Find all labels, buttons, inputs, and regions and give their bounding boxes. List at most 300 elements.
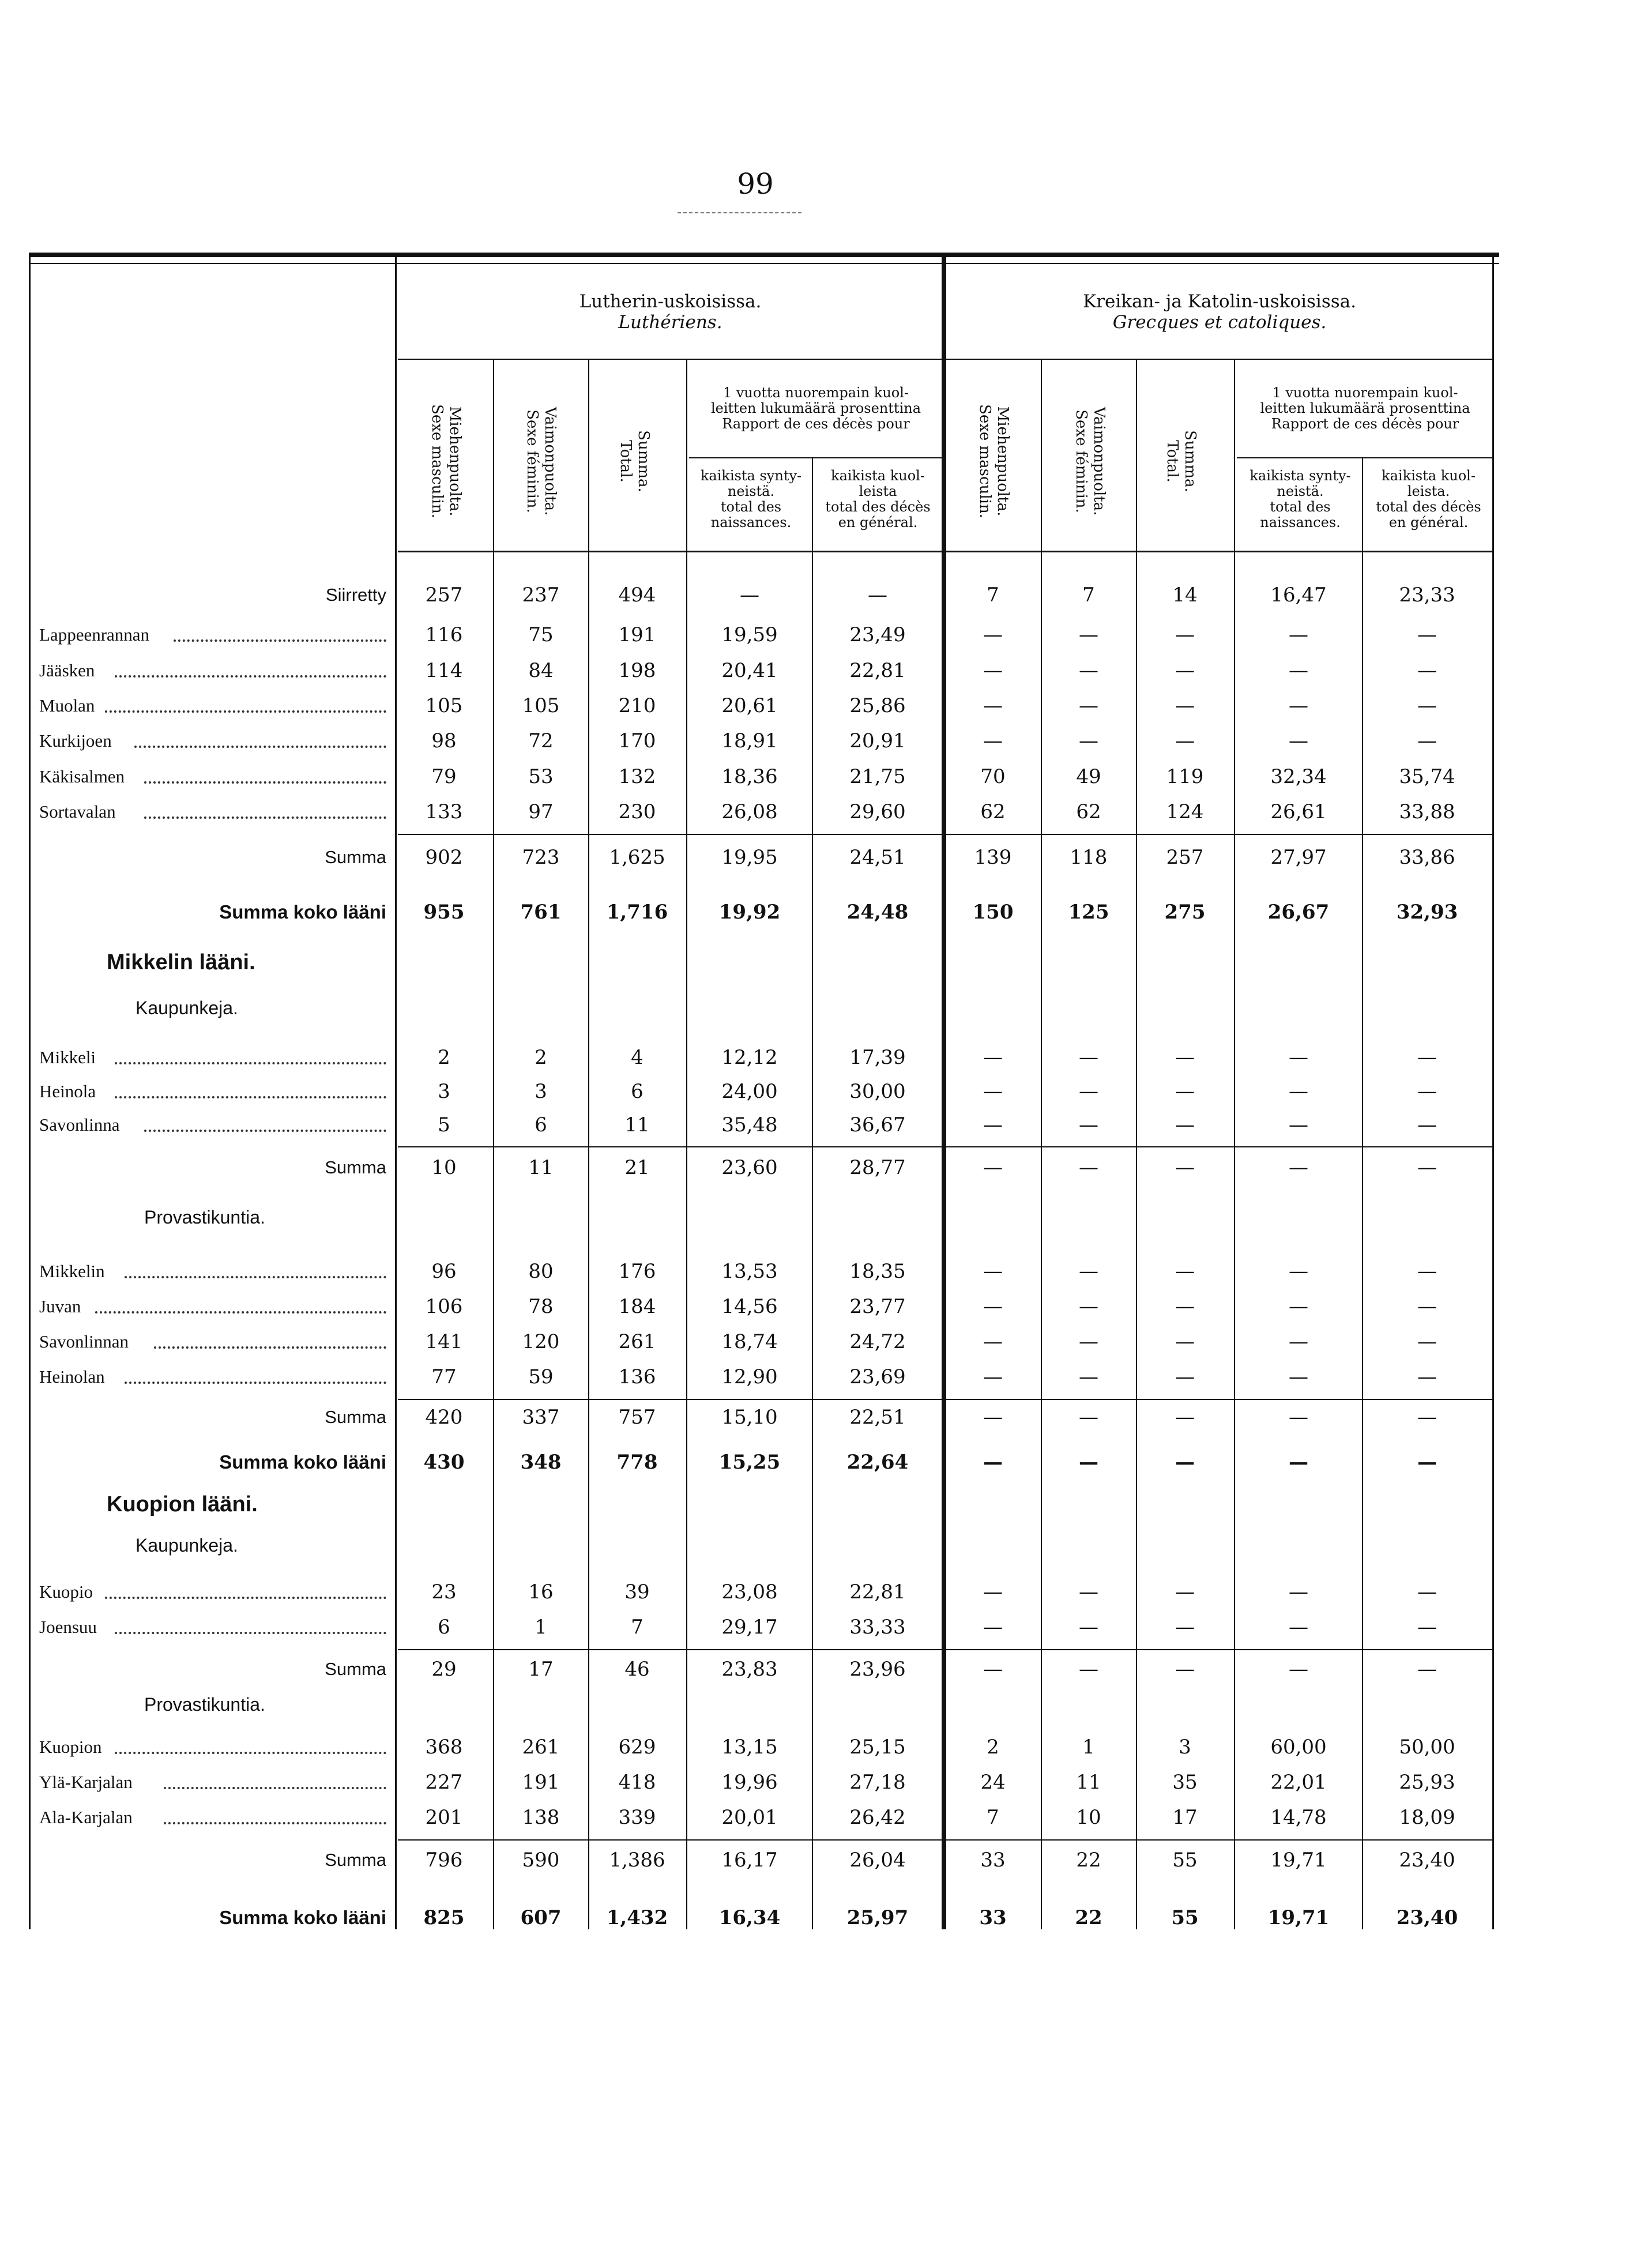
table-cell: — (1289, 729, 1308, 752)
table-cell: 1,432 (606, 1906, 668, 1929)
table-cell: 118 (1070, 846, 1108, 869)
table-cell: 11 (624, 1113, 650, 1136)
table-cell: 11 (1076, 1771, 1101, 1794)
table-cell: 22 (1076, 1849, 1101, 1872)
table-cell: — (1175, 1156, 1195, 1179)
table-cell: — (1289, 1451, 1308, 1474)
table-cell: 17 (1172, 1806, 1198, 1829)
table-cell: — (1175, 1046, 1195, 1069)
table-cell: 10 (431, 1156, 457, 1179)
table-cell: — (1175, 659, 1195, 682)
table-cell: 18,09 (1399, 1806, 1455, 1829)
col-male-orthodox: Miehenpuolta. Sexe masculin. (976, 404, 1011, 518)
table-cell: 3 (1179, 1736, 1191, 1759)
table-cell: 55 (1172, 1849, 1198, 1872)
subtotal-label: Summa (325, 1407, 386, 1427)
table-cell: — (1175, 729, 1195, 752)
table-cell: 105 (425, 694, 463, 717)
col-female-orthodox: Vaimonpuolta. Sexe féminin. (1073, 407, 1108, 516)
row-label: Muolan (39, 695, 95, 716)
table-cell: 418 (618, 1771, 656, 1794)
table-cell: — (1175, 694, 1195, 717)
table-cell: — (1417, 1365, 1437, 1388)
table-cell: 75 (528, 623, 554, 646)
row-label: Sortavalan (39, 801, 116, 822)
table-cell: 198 (618, 659, 656, 682)
table-cell: — (983, 729, 1003, 752)
table-cell: 98 (431, 729, 457, 752)
province-total-label: Summa koko lääni (219, 1451, 386, 1473)
table-cell: 27,18 (849, 1771, 906, 1794)
row-label: Kuopio (39, 1582, 93, 1602)
table-cell: 24,00 (721, 1080, 778, 1103)
table-cell: — (1417, 1330, 1437, 1353)
row-label: Juvan (39, 1296, 81, 1316)
table-cell: 25,86 (849, 694, 906, 717)
table-cell: 26,67 (1267, 901, 1330, 924)
col-divider-6 (1041, 359, 1042, 1929)
table-cell: 27,97 (1270, 846, 1327, 869)
table-cell: 10 (1076, 1806, 1101, 1829)
table-cell: 133 (425, 800, 463, 823)
table-cell: 29,60 (849, 800, 906, 823)
col-male-lutheran: Miehenpuolta. Sexe masculin. (428, 404, 464, 518)
top-rule (29, 253, 1499, 257)
province-total-label: Summa koko lääni (219, 1907, 386, 1928)
table-cell: 15,10 (721, 1406, 778, 1429)
table-cell: 18,74 (721, 1330, 778, 1353)
table-cell: — (1417, 1113, 1437, 1136)
leader-dots (144, 1130, 386, 1132)
table-cell: 120 (522, 1330, 560, 1353)
row-label: Heinola (39, 1081, 96, 1101)
table-cell: 14 (1172, 584, 1198, 607)
table-cell: — (1289, 1365, 1308, 1388)
table-cell: 19,92 (718, 901, 781, 924)
leader-dots (95, 1311, 386, 1314)
table-cell: — (1079, 1080, 1098, 1103)
table-cell: 2 (987, 1736, 999, 1759)
leader-dots (115, 1752, 386, 1754)
header-rule-pct-left (689, 457, 943, 458)
table-cell: 257 (1166, 846, 1204, 869)
table-cell: — (1079, 1046, 1098, 1069)
table-cell: — (983, 1046, 1003, 1069)
table-cell: 28,77 (849, 1156, 906, 1179)
table-cell: 176 (618, 1260, 656, 1283)
table-cell: 35 (1172, 1771, 1198, 1794)
leader-dots (144, 781, 386, 784)
subtotal-label: Summa (325, 1157, 386, 1177)
row-label: Savonlinnan (39, 1331, 129, 1352)
table-cell: 257 (425, 584, 463, 607)
table-cell: — (1417, 1260, 1437, 1283)
col-divider-4 (812, 457, 813, 1929)
section-subheading: Provastikuntia. (144, 1207, 265, 1228)
leader-dots (115, 1062, 386, 1064)
row-label: Käkisalmen (39, 766, 125, 786)
table-cell: 106 (425, 1295, 463, 1318)
table-cell: 23,60 (721, 1156, 778, 1179)
table-cell: 16,34 (718, 1906, 781, 1929)
table-cell: 70 (980, 765, 1006, 788)
table-cell: 21 (624, 1156, 650, 1179)
table-cell: 420 (425, 1406, 463, 1429)
table-cell: 20,61 (721, 694, 778, 717)
table-cell: 12,12 (721, 1046, 778, 1069)
table-cell: 25,15 (849, 1736, 906, 1759)
table-cell: 757 (618, 1406, 656, 1429)
table-cell: — (1079, 659, 1098, 682)
table-cell: 29,17 (721, 1616, 778, 1639)
table-cell: — (1175, 1080, 1195, 1103)
table-cell: — (1417, 1156, 1437, 1179)
table-cell: — (1289, 1080, 1308, 1103)
table-cell: 19,96 (721, 1771, 778, 1794)
row-label: Kuopion (39, 1737, 102, 1757)
table-cell: 17,39 (849, 1046, 906, 1069)
table-cell: 23,33 (1399, 584, 1455, 607)
table-cell: — (1289, 659, 1308, 682)
table-cell: 59 (528, 1365, 554, 1388)
table-cell: — (1417, 623, 1437, 646)
table-cell: 114 (425, 659, 463, 682)
table-cell: 116 (425, 623, 463, 646)
table-cell: 2 (535, 1046, 547, 1069)
row-label: Lappeenrannan (39, 624, 150, 645)
table-cell: 24 (980, 1771, 1006, 1794)
table-cell: 139 (974, 846, 1012, 869)
table-cell: — (983, 1113, 1003, 1136)
group-orthodox-subtitle: Grecques et catoliques. (1112, 312, 1327, 333)
table-cell: 13,15 (721, 1736, 778, 1759)
subtotal-label: Siirretty (325, 585, 386, 605)
table-cell: — (1289, 694, 1308, 717)
row-label: Jääsken (39, 660, 95, 680)
sum-rule-5 (398, 1839, 1493, 1841)
col-pct-deaths-lutheran: kaikista kuol- leista total des décès en général. (825, 468, 931, 530)
table-cell: 132 (618, 765, 656, 788)
table-cell: — (1079, 1451, 1098, 1474)
table-cell: 124 (1166, 800, 1204, 823)
row-label: Kurkijoen (39, 731, 112, 751)
table-cell: 261 (522, 1736, 560, 1759)
table-cell: 3 (438, 1080, 450, 1103)
table-cell: — (868, 584, 887, 607)
table-cell: — (1289, 1330, 1308, 1353)
table-cell: 17 (528, 1658, 554, 1681)
table-cell: 6 (631, 1080, 644, 1103)
table-cell: 7 (631, 1616, 644, 1639)
table-cell: — (1289, 623, 1308, 646)
label-divider (395, 257, 397, 1929)
table-cell: 201 (425, 1806, 463, 1829)
table-cell: 77 (431, 1365, 457, 1388)
table-cell: 494 (618, 584, 656, 607)
table-cell: 23 (431, 1580, 457, 1604)
leader-dots (105, 1597, 386, 1599)
province-heading: Mikkelin lääni. (107, 950, 255, 974)
table-cell: 72 (528, 729, 554, 752)
col-pct-head-orthodox: 1 vuotta nuorempain kuol- leitten lukumäärä prosenttina Rapport de ces décès pour (1260, 385, 1470, 432)
table-cell: 7 (987, 584, 999, 607)
table-cell: — (1079, 1365, 1098, 1388)
col-female-lutheran: Vaimonpuolta. Sexe féminin. (524, 407, 559, 516)
section-subheading: Kaupunkeja. (136, 1535, 238, 1556)
table-cell: 53 (528, 765, 554, 788)
table-cell: 25,97 (846, 1906, 909, 1929)
leader-dots (164, 1822, 386, 1824)
table-cell: — (1289, 1046, 1308, 1069)
table-cell: 23,40 (1396, 1906, 1458, 1929)
col-divider-9 (1362, 457, 1363, 1929)
table-cell: — (1417, 1295, 1437, 1318)
table-cell: — (983, 1365, 1003, 1388)
table-cell: — (1417, 1616, 1437, 1639)
table-cell: — (983, 1260, 1003, 1283)
table-cell: 80 (528, 1260, 554, 1283)
table-cell: 825 (423, 1906, 465, 1929)
province-heading: Kuopion lääni. (107, 1492, 258, 1516)
table-cell: — (1175, 1330, 1195, 1353)
table-cell: 339 (618, 1806, 656, 1829)
table-cell: 97 (528, 800, 554, 823)
table-cell: 78 (528, 1295, 554, 1318)
table-cell: — (1079, 1406, 1098, 1429)
table-cell: 1 (1082, 1736, 1095, 1759)
table-cell: — (1417, 1580, 1437, 1604)
table-cell: 11 (528, 1156, 554, 1179)
table-cell: 261 (618, 1330, 656, 1353)
top-rule-thin (29, 263, 1499, 264)
table-cell: — (983, 694, 1003, 717)
table-cell: 24,51 (849, 846, 906, 869)
province-total-label: Summa koko lääni (219, 901, 386, 923)
table-cell: 16,47 (1270, 584, 1327, 607)
leader-dots (115, 1632, 386, 1634)
table-cell: 25,93 (1399, 1771, 1455, 1794)
table-cell: 33 (980, 1849, 1006, 1872)
table-cell: 6 (535, 1113, 547, 1136)
table-cell: 348 (520, 1451, 562, 1474)
table-cell: 14,56 (721, 1295, 778, 1318)
table-cell: 23,40 (1399, 1849, 1455, 1872)
table-cell: — (1175, 1365, 1195, 1388)
row-label: Heinolan (39, 1367, 105, 1387)
col-total-lutheran: Summa. Total. (617, 430, 652, 492)
table-cell: — (1175, 1580, 1195, 1604)
leader-dots (125, 1382, 386, 1384)
group-orthodox-title: Kreikan- ja Katolin-uskoisissa. (1083, 291, 1356, 312)
table-cell: — (1175, 1113, 1195, 1136)
leader-dots (115, 675, 386, 678)
table-cell: 15,25 (718, 1451, 781, 1474)
col-divider-8 (1234, 359, 1235, 1929)
col-pct-births-orthodox: kaikista synty- neistä. total des naissances. (1250, 468, 1351, 530)
table-cell: 796 (425, 1849, 463, 1872)
table-cell: 96 (431, 1260, 457, 1283)
subtotal-label: Summa (325, 1850, 386, 1870)
table-cell: 22,01 (1270, 1771, 1327, 1794)
table-cell: 902 (425, 846, 463, 869)
table-cell: 26,04 (849, 1849, 906, 1872)
table-cell: — (1079, 1330, 1098, 1353)
table-cell: 22,64 (846, 1451, 909, 1474)
table-cell: — (1079, 623, 1098, 646)
table-cell: — (983, 1616, 1003, 1639)
table-cell: — (1079, 1616, 1098, 1639)
table-cell: 62 (980, 800, 1006, 823)
table-cell: 22,81 (849, 659, 906, 682)
table-cell: 23,69 (849, 1365, 906, 1388)
table-cell: 105 (522, 694, 560, 717)
leader-dots (105, 710, 386, 713)
table-cell: — (1079, 1295, 1098, 1318)
table-cell: 84 (528, 659, 554, 682)
table-cell: 138 (522, 1806, 560, 1829)
table-cell: 33,88 (1399, 800, 1455, 823)
section-subheading: Provastikuntia. (144, 1694, 265, 1715)
table-cell: 24,72 (849, 1330, 906, 1353)
table-cell: — (1417, 1046, 1437, 1069)
table-cell: 18,91 (721, 729, 778, 752)
table-cell: — (1417, 1406, 1437, 1429)
table-cell: 26,08 (721, 800, 778, 823)
table-cell: — (1175, 623, 1195, 646)
leader-dots (134, 746, 386, 748)
table-cell: — (1079, 1580, 1098, 1604)
table-cell: 26,61 (1270, 800, 1327, 823)
table-cell: 1 (535, 1616, 547, 1639)
leader-dots (115, 1096, 386, 1098)
table-cell: 227 (425, 1771, 463, 1794)
table-cell: 12,90 (721, 1365, 778, 1388)
table-cell: 23,49 (849, 623, 906, 646)
table-cell: 16,17 (721, 1849, 778, 1872)
table-cell: 22,51 (849, 1406, 906, 1429)
table-cell: 49 (1076, 765, 1101, 788)
header-rule-pct-right (1237, 457, 1493, 458)
table-cell: — (1079, 1260, 1098, 1283)
table-cell: — (1079, 1156, 1098, 1179)
table-cell: 22 (1075, 1906, 1102, 1929)
table-cell: — (1175, 1658, 1195, 1681)
table-cell: 170 (618, 729, 656, 752)
table-cell: 36,67 (849, 1113, 906, 1136)
table-cell: 14,78 (1270, 1806, 1327, 1829)
table-cell: 20,41 (721, 659, 778, 682)
group-lutheran-header (398, 291, 943, 333)
table-cell: — (1417, 1080, 1437, 1103)
table-cell: 79 (431, 765, 457, 788)
table-cell: 30,00 (849, 1080, 906, 1103)
table-cell: — (1079, 694, 1098, 717)
col-total-orthodox: Summa. Total. (1164, 430, 1199, 492)
table-cell: 955 (423, 901, 465, 924)
table-cell: — (1175, 1295, 1195, 1318)
table-cell: — (1417, 1658, 1437, 1681)
table-cell: — (1175, 1616, 1195, 1639)
table-cell: 778 (616, 1451, 658, 1474)
table-cell: — (983, 623, 1003, 646)
table-cell: — (1175, 1406, 1195, 1429)
table-cell: 136 (618, 1365, 656, 1388)
table-cell: — (983, 1658, 1003, 1681)
table-cell: 19,71 (1270, 1849, 1327, 1872)
table-cell: 1,716 (606, 901, 668, 924)
table-cell: 20,91 (849, 729, 906, 752)
table-cell: 16 (528, 1580, 554, 1604)
table-cell: 237 (522, 584, 560, 607)
table-cell: 337 (522, 1406, 560, 1429)
table-cell: 13,53 (721, 1260, 778, 1283)
table-cell: 22,81 (849, 1580, 906, 1604)
subtotal-label: Summa (325, 847, 386, 867)
group-orthodox-header (949, 291, 1491, 333)
table-cell: — (1289, 1260, 1308, 1283)
table-cell: 125 (1068, 901, 1109, 924)
row-label: Ylä-Karjalan (39, 1772, 133, 1792)
table-cell: — (983, 1330, 1003, 1353)
table-cell: 19,95 (721, 846, 778, 869)
row-label: Mikkelin (39, 1261, 105, 1281)
table-cell: 230 (618, 800, 656, 823)
table-cell: — (1079, 1658, 1098, 1681)
group-lutheran-subtitle: Luthériens. (618, 312, 722, 333)
table-cell: 46 (624, 1658, 650, 1681)
table-cell: 18,35 (849, 1260, 906, 1283)
section-subheading: Kaupunkeja. (136, 998, 238, 1018)
table-cell: 18,36 (721, 765, 778, 788)
table-cell: — (1417, 659, 1437, 682)
group-divider (942, 257, 946, 1929)
col-divider-1 (493, 359, 494, 1929)
table-cell: — (983, 1295, 1003, 1318)
table-cell: — (983, 1406, 1003, 1429)
leader-dots (125, 1276, 386, 1278)
table-cell: — (1175, 1451, 1195, 1474)
table-cell: 5 (438, 1113, 450, 1136)
table-cell: 2 (438, 1046, 450, 1069)
table-cell: 26,42 (849, 1806, 906, 1829)
table-cell: 761 (520, 901, 562, 924)
table-cell: 191 (618, 623, 656, 646)
leader-dots (164, 1787, 386, 1789)
table-cell: — (1289, 1658, 1308, 1681)
table-cell: 23,96 (849, 1658, 906, 1681)
table-cell: 23,83 (721, 1658, 778, 1681)
table-cell: — (983, 1451, 1003, 1474)
table-cell: 33 (979, 1906, 1007, 1929)
row-label: Joensuu (39, 1617, 97, 1637)
table-cell: 629 (618, 1736, 656, 1759)
table-cell: 430 (423, 1451, 465, 1474)
table-cell: 32,93 (1396, 901, 1458, 924)
table-cell: 19,71 (1267, 1906, 1330, 1929)
table-cell: 55 (1171, 1906, 1199, 1929)
table-cell: 29 (431, 1658, 457, 1681)
right-border (1492, 257, 1494, 1929)
col-divider-3 (686, 359, 687, 1929)
col-pct-head-lutheran: 1 vuotta nuorempain kuol- leitten lukumäärä prosenttina Rapport de ces décès pour (710, 385, 921, 432)
table-cell: 7 (987, 1806, 999, 1829)
table-cell: — (1079, 729, 1098, 752)
page-number-rule (678, 212, 801, 213)
table-cell: 24,48 (846, 901, 909, 924)
table-cell: 1,625 (609, 846, 665, 869)
leader-dots (144, 816, 386, 819)
table-cell: — (1417, 729, 1437, 752)
